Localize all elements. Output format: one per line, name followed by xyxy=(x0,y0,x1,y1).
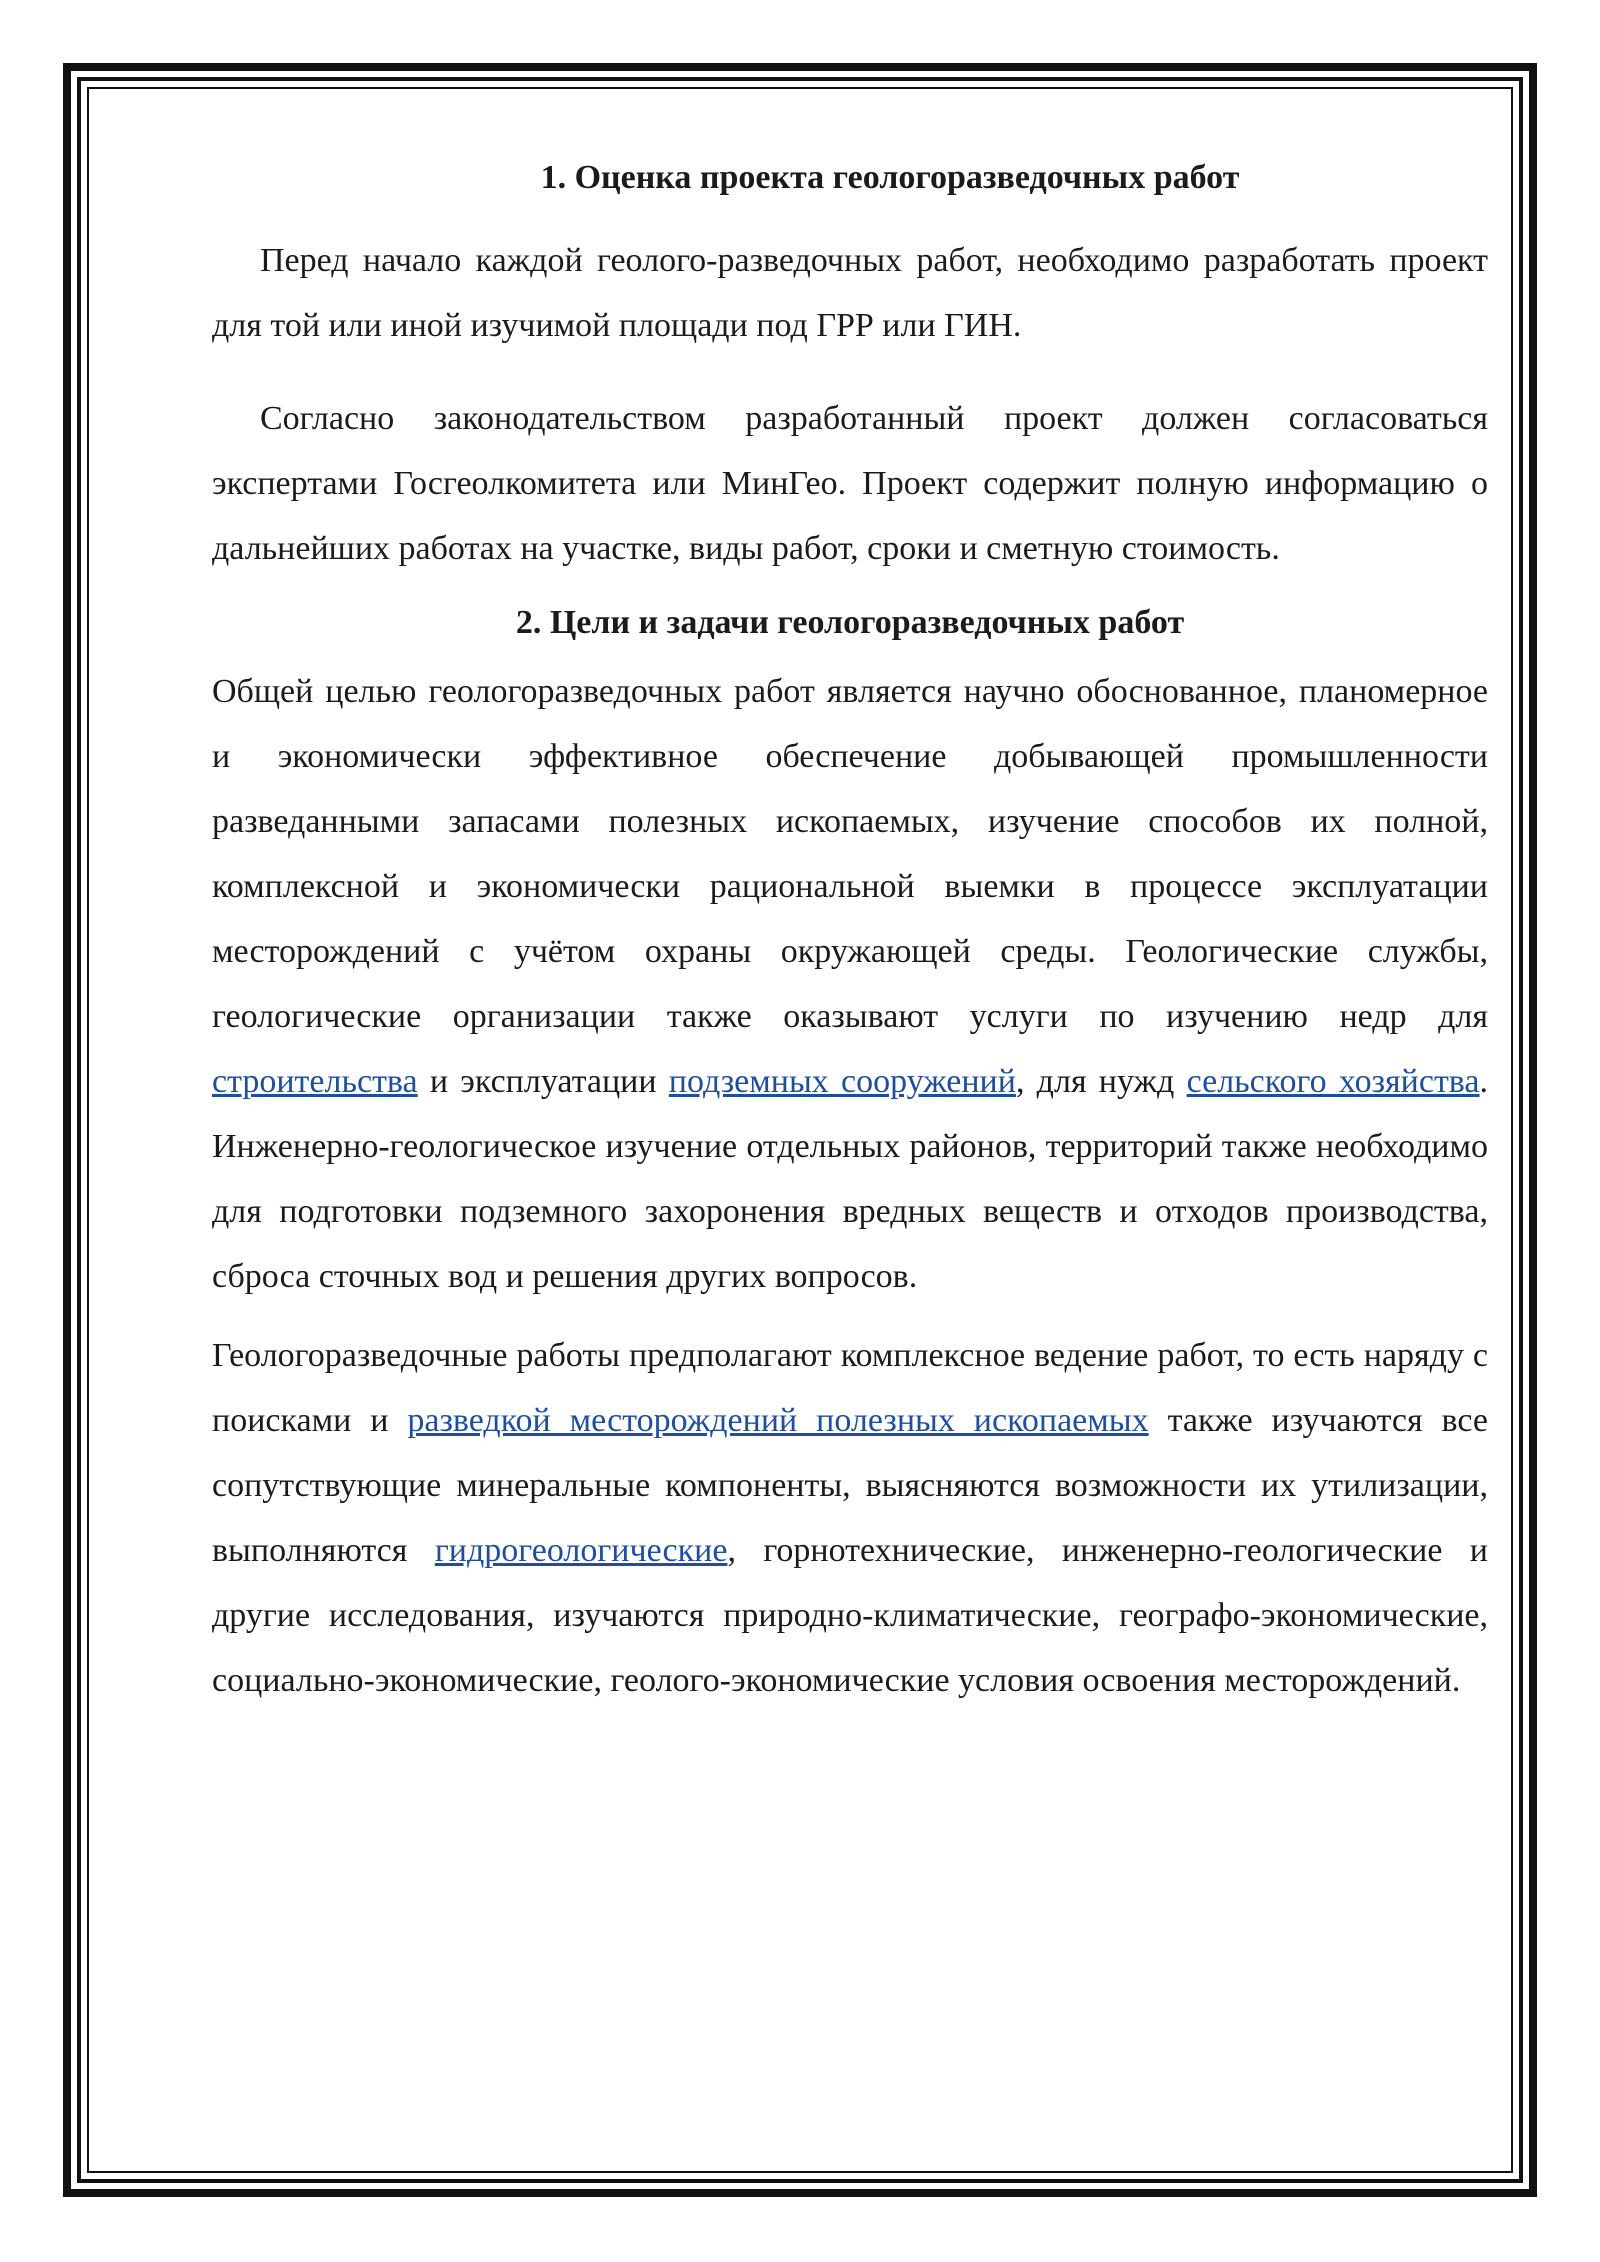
section-1-heading: 1. Оценка проекта геологоразведочных работ xyxy=(540,159,1240,196)
paragraph-text: также изучаются все сопутствующие минеральные компоненты, выясняются возможности их утилизации, выполняются xyxy=(212,1402,1488,1569)
link-agriculture[interactable]: сельского хозяйства xyxy=(1186,1063,1480,1100)
section-1-paragraph-2: Согласно законодательством разработанный проект должен согласоваться экспертами Госгеолкомитета или МинГео. Проект содержит полную информацию о дальнейших работах на участке, виды работ, сроки и сметную стоимость. xyxy=(212,400,1488,567)
link-underground-structures[interactable]: подземных сооружений xyxy=(668,1063,1016,1100)
section-2-paragraph-2 xyxy=(212,1323,1488,1713)
paragraph-text: , горнотехнические, инженерно-геологические и другие исследования, изучаются природно-климатические, географо-экономические, социально-экономические, геолого-экономические условия освоения месторождений. xyxy=(212,1532,1489,1699)
section-1-paragraph-1: Перед начало каждой геолого-разведочных работ, необходимо разработать проект для той или иной изучимой площади под ГРР или ГИН. xyxy=(212,242,1488,344)
link-mineral-exploration[interactable]: разведкой месторождений полезных ископаемых xyxy=(407,1402,1149,1439)
document-body xyxy=(212,148,1488,1713)
paragraph-text: . Инженерно-геологическое изучение отдельных районов, территорий также необходимо для подготовки подземного захоронения вредных веществ и отходов производства, сброса сточных вод и решения других вопросов. xyxy=(212,1063,1488,1295)
paragraph-text: , для нужд xyxy=(1015,1063,1187,1100)
link-construction[interactable]: строительства xyxy=(212,1063,418,1100)
paragraph-text: Геологоразведочные работы предполагают комплексное ведение работ, то есть наряду с поисками и xyxy=(212,1337,1488,1439)
section-2-paragraph-1 xyxy=(212,659,1488,1309)
paragraph-text: и эксплуатации xyxy=(417,1063,669,1100)
paragraph-text: Общей целью геологоразведочных работ является научно обоснованное, планомерное и экономически эффективное обеспечение добывающей промышленности разведанными запасами полезных ископаемых, изучение способов их полной, комплексной и экономически рациональной выемки в процессе эксплуатации месторождений с учётом охраны окружающей среды. Геологические службы, геологические организации также оказывают услуги по изучению недр для xyxy=(212,673,1488,1035)
link-hydrogeological[interactable]: гидрогеологические xyxy=(434,1532,728,1569)
section-2-heading: 2. Цели и задачи геологоразведочных работ xyxy=(515,604,1185,641)
